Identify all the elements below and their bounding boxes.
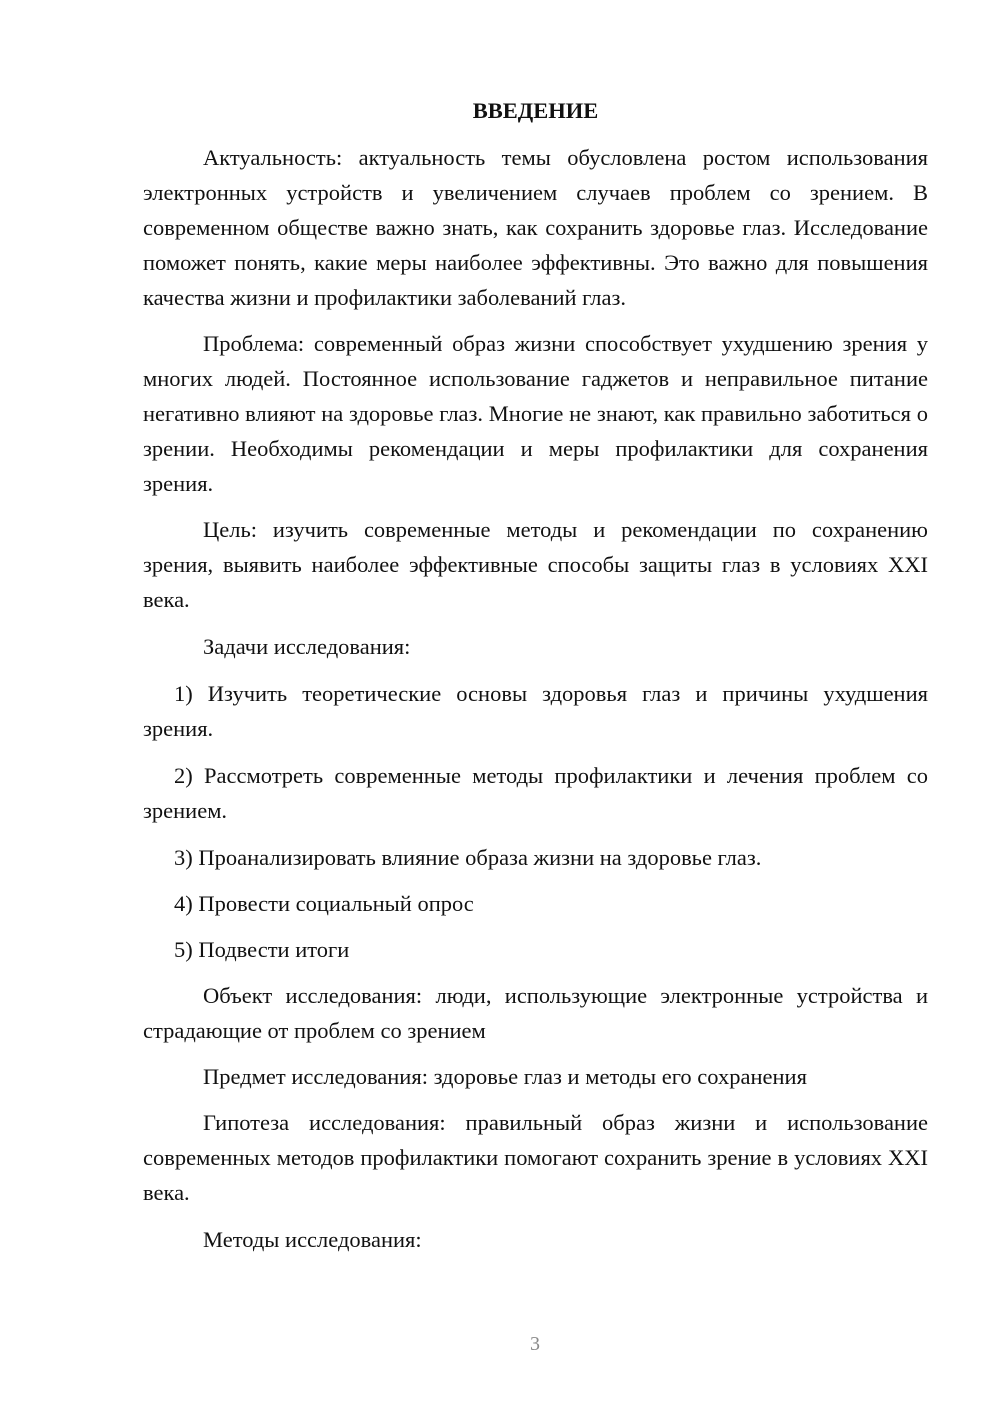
paragraph-tasks-heading: Задачи исследования: — [203, 634, 411, 659]
task-item: 3) Проанализировать влияние образа жизни на здоровье глаз. — [174, 845, 762, 870]
page-content — [143, 94, 928, 1257]
task-item: 1) Изучить теоретические основы здоровья глаз и причины ухудшения зрения. — [143, 681, 928, 741]
task-item: 5) Подвести итоги — [174, 937, 350, 962]
section-title: ВВЕДЕНИЕ — [472, 98, 599, 123]
paragraph-methods-heading: Методы исследования: — [203, 1227, 422, 1252]
paragraph-relevance: Актуальность: актуальность темы обусловлена ростом использования электронных устройств и увеличением случаев проблем со зрением. В современном обществе важно знать, как сохранить здоровье глаз. Исследование поможет понять, какие меры наиболее эффективны. Это важно для повышения качества жизни и профилактики заболеваний глаз. — [143, 145, 928, 310]
page-number: 3 — [530, 1333, 540, 1355]
paragraph-hypothesis: Гипотеза исследования: правильный образ жизни и использование современных методов профилактики помогают сохранить зрение в условиях XXI века. — [143, 1110, 928, 1205]
paragraph-object: Объект исследования: люди, использующие электронные устройства и страдающие от проблем со зрением — [143, 983, 928, 1043]
paragraph-problem: Проблема: современный образ жизни способствует ухудшению зрения у многих людей. Постоянное использование гаджетов и неправильное питание негативно влияют на здоровье глаз. Многие не знают, как правильно заботиться о зрении. Необходимы рекомендации и меры профилактики для сохранения зрения. — [143, 331, 928, 496]
paragraph-goal: Цель: изучить современные методы и рекомендации по сохранению зрения, выявить наиболее эффективные способы защиты глаз в условиях XXI века. — [143, 517, 928, 612]
paragraph-subject: Предмет исследования: здоровье глаз и методы его сохранения — [203, 1064, 807, 1089]
task-item: 4) Провести социальный опрос — [174, 891, 474, 916]
task-item: 2) Рассмотреть современные методы профилактики и лечения проблем со зрением. — [143, 763, 928, 823]
